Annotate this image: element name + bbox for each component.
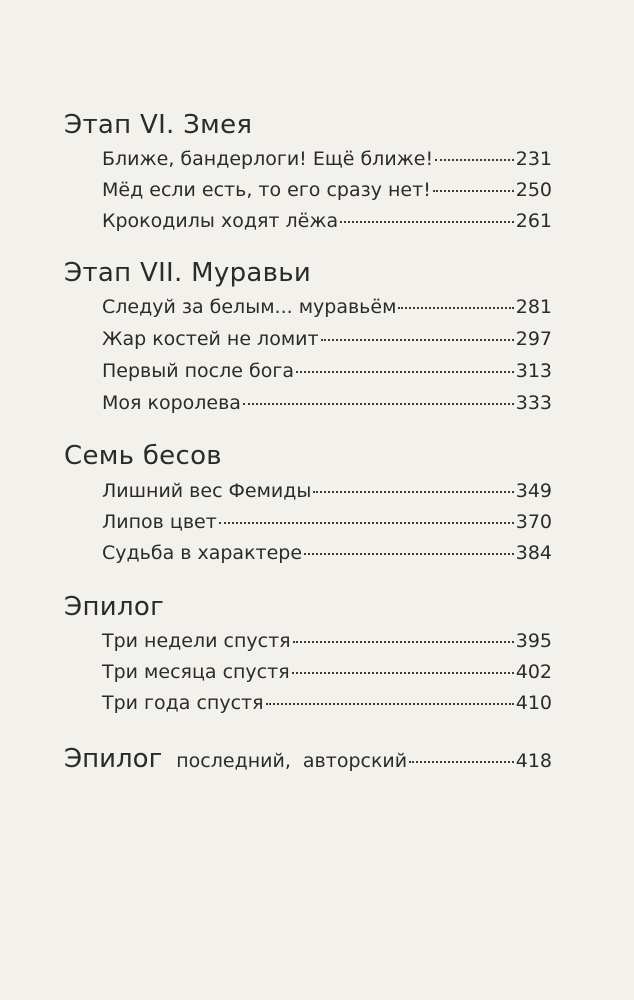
section-title-seven-demons: Семь бесов xyxy=(64,441,222,471)
toc-entry-title: Лишний вес Фемиды xyxy=(102,480,312,502)
toc-entry-page: 402 xyxy=(515,661,552,683)
toc-entry-page: 250 xyxy=(515,179,552,201)
toc-entry-title: Три недели спустя xyxy=(102,630,291,652)
dot-leader xyxy=(433,190,514,192)
toc-entry-title: Три года спустя xyxy=(102,692,264,714)
toc-entry xyxy=(102,148,552,170)
dot-leader xyxy=(435,159,514,161)
toc-entry-page: 297 xyxy=(515,328,552,350)
section-title-stage-6: Этап VI. Змея xyxy=(64,110,253,140)
final-epilogue-subtitle: последний, авторский xyxy=(176,750,408,772)
dot-leader xyxy=(398,307,513,309)
toc-entry-title: Три месяца спустя xyxy=(102,661,290,683)
toc-entry-title: Следуй за белым... муравьём xyxy=(102,296,397,318)
dot-leader xyxy=(340,221,514,223)
toc-entry xyxy=(102,210,552,232)
toc-entry-title: Первый после бога xyxy=(102,360,294,382)
toc-entry-title: Крокодилы ходят лёжа xyxy=(102,210,339,232)
dot-leader xyxy=(409,761,514,763)
final-epilogue-page: 418 xyxy=(515,750,552,772)
dot-leader xyxy=(266,703,514,705)
toc-entry-page: 410 xyxy=(515,692,552,714)
toc-entry-page: 384 xyxy=(515,542,552,564)
toc-entry xyxy=(102,360,552,382)
toc-entry xyxy=(102,480,552,502)
dot-leader xyxy=(292,672,514,674)
toc-entry-page: 395 xyxy=(515,630,552,652)
dot-leader xyxy=(293,641,514,643)
toc-entry xyxy=(102,179,552,201)
dot-leader xyxy=(243,403,514,405)
toc-entry xyxy=(102,296,552,318)
toc-entry-final-epilogue xyxy=(64,744,552,774)
toc-entry-page: 261 xyxy=(515,210,552,232)
toc-entry xyxy=(102,661,552,683)
toc-entry xyxy=(102,328,552,350)
toc-entry-page: 333 xyxy=(515,392,552,414)
toc-entry-title: Ближе, бандерлоги! Ещё ближе! xyxy=(102,148,434,170)
toc-entry-title: Мёд если есть, то его сразу нет! xyxy=(102,179,431,201)
toc-entry xyxy=(102,630,552,652)
toc-entry-page: 349 xyxy=(515,480,552,502)
final-epilogue-title: Эпилог xyxy=(64,744,163,774)
dot-leader xyxy=(313,491,513,493)
section-title-stage-7: Этап VII. Муравьи xyxy=(64,258,312,288)
toc-entry xyxy=(102,542,552,564)
toc-entry-page: 231 xyxy=(515,148,552,170)
toc-entry xyxy=(102,692,552,714)
section-title-epilogue: Эпилог xyxy=(64,592,165,622)
toc-entry xyxy=(102,392,552,414)
toc-entry-page: 370 xyxy=(515,511,552,533)
toc-entry-title: Жар костей не ломит xyxy=(102,328,319,350)
dot-leader xyxy=(321,339,514,341)
toc-entry-title: Липов цвет xyxy=(102,511,217,533)
dot-leader xyxy=(296,371,514,373)
toc-entry xyxy=(102,511,552,533)
toc-entry-page: 313 xyxy=(515,360,552,382)
toc-entry-title: Моя королева xyxy=(102,392,241,414)
dot-leader xyxy=(304,553,514,555)
toc-entry-page: 281 xyxy=(515,296,552,318)
dot-leader xyxy=(219,522,514,524)
toc-entry-title: Судьба в характере xyxy=(102,542,303,564)
